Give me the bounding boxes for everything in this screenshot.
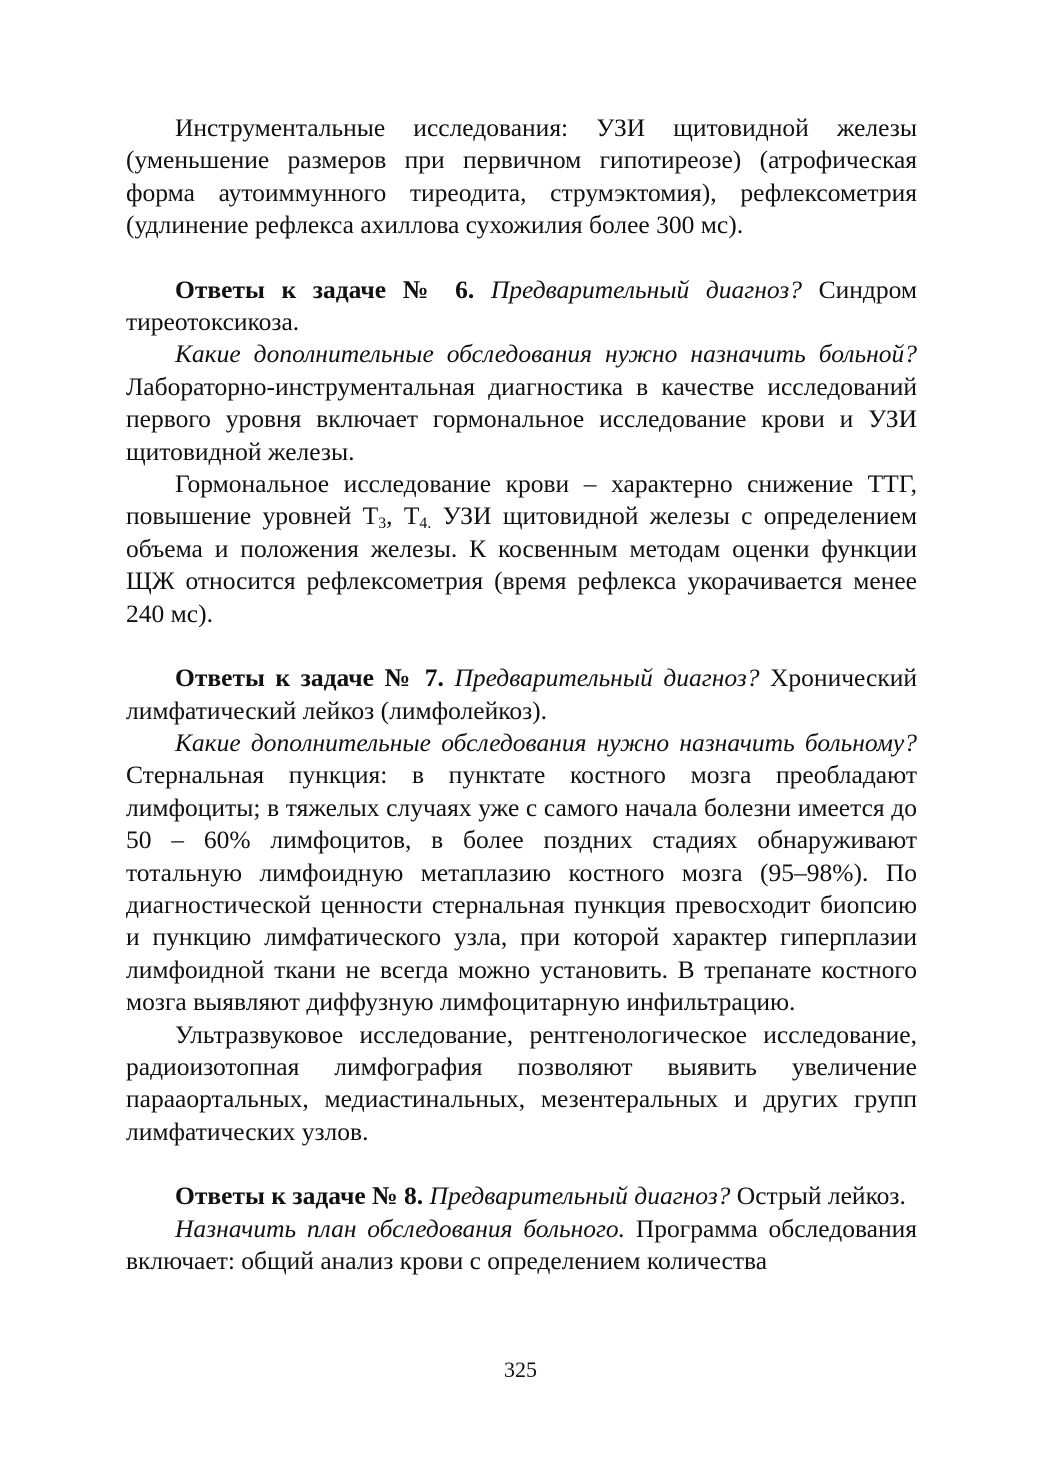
task8-heading: Ответы к задаче № 8.: [175, 1181, 424, 1211]
task6-hormonal-text-start: Гормональное исследование крови – характерно снижение ТТГ, повышение уровней Т: [126, 469, 917, 531]
page-body: [126, 112, 917, 1277]
task8-answer-plan: Программа обследования включает: общий анализ крови с определением количества: [126, 1213, 917, 1275]
task6-answer-exams: Лабораторно-инструментальная диагностика в качестве исследований первого уровня включает гормональное исследование крови и УЗИ щитовидной железы.: [126, 371, 917, 466]
task6-hormonal-text-end: УЗИ щитовидной железы с определением объема и положения железы. К косвенным методам оценки функции ЩЖ относится рефлексометрия (время рефлекса укорачивается менее 240 мс).: [126, 501, 917, 628]
task6-subscript-4: 4.: [419, 515, 432, 533]
task6-answer-diagnosis: Синдром тиреотоксикоза.: [126, 274, 918, 337]
task8-question-plan: Назначить план обследования больного.: [175, 1213, 626, 1243]
task6-question-diagnosis: Предварительный диагноз?: [490, 274, 802, 304]
task6-hormonal-text-mid: , Т: [386, 501, 420, 531]
task6-heading: Ответы к задаче № 6.: [175, 274, 475, 304]
task7-diagnosis-paragraph: [126, 662, 917, 727]
task7-question-exams: Какие дополнительные обследования нужно назначить больному?: [175, 727, 917, 757]
task7-question-diagnosis: Предварительный диагноз?: [454, 663, 760, 693]
task7-heading: Ответы к задаче № 7.: [175, 663, 444, 693]
task6-question-exams: Какие дополнительные обследования нужно назначить больной?: [175, 339, 917, 369]
paragraph-instrumental-studies: [126, 112, 917, 242]
task6-subscript-3: 3: [378, 515, 387, 533]
task8-exam-plan-paragraph: [126, 1213, 917, 1278]
task6-exams-paragraph: [126, 338, 917, 468]
task8-answer-diagnosis: Острый лейкоз.: [736, 1181, 906, 1211]
task7-answer-diagnosis: Хронический лимфатический лейкоз (лимфолейкоз).: [126, 663, 918, 725]
task6-diagnosis-paragraph: [126, 274, 917, 339]
task8-question-diagnosis: Предварительный диагноз?: [429, 1181, 731, 1211]
task8-diagnosis-paragraph: [126, 1180, 917, 1212]
task7-imaging-paragraph: [126, 1019, 917, 1149]
task7-exams-paragraph: [126, 727, 917, 1019]
task6-hormonal-paragraph: [126, 468, 917, 630]
task7-answer-exams: Стернальная пункция: в пунктате костного мозга преобладают лимфоциты; в тяжелых случаях уже с самого начала болезни имеется до 50 – 60% лимфоцитов, в более поздних стадиях обнаруживают тотальную лимфоидную метаплазию костного мозга (95–98%). По диагностической ценности стернальная пункция превосходит биопсию и пункцию лимфатического узла, при которой характер гиперплазии лимфоидной ткани не всегда можно установить. В трепанате костного мозга выявляют диффузную лимфоцитарную инфильтрацию.: [126, 760, 917, 1017]
task7-imaging-text: Ультразвуковое исследование, рентгенологическое исследование, радиоизотопная лимфография позволяют выявить увеличение парааортальных, медиастинальных, мезентеральных и других групп лимфатических узлов.: [126, 1019, 917, 1146]
paragraph-text: Инструментальные исследования: УЗИ щитовидной железы (уменьшение размеров при первичном гипотиреозе) (атрофическая форма аутоиммунного тиреодита, струмэктомия), рефлексометрия (удлинение рефлекса ахиллова сухожилия более 300 мс).: [126, 113, 917, 240]
page-number: 325: [504, 1357, 537, 1382]
